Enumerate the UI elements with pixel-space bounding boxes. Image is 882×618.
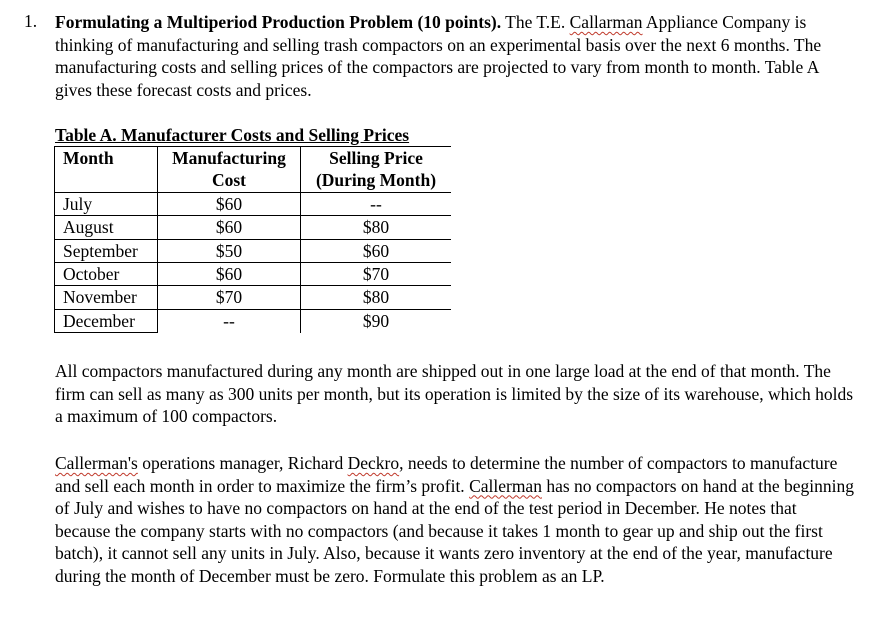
row-price: $80 bbox=[301, 286, 452, 309]
header-cost-line1: Manufacturing bbox=[158, 147, 301, 170]
row-cost: $60 bbox=[158, 263, 301, 286]
row-price: $80 bbox=[301, 216, 452, 239]
row-month: September bbox=[55, 239, 158, 262]
table-caption: Table A. Manufacturer Costs and Selling Prices bbox=[55, 125, 410, 145]
problem-title: Formulating a Multiperiod Production Problem (10 points). bbox=[55, 12, 502, 32]
header-cost-line2: Cost bbox=[158, 169, 301, 192]
problem-number: 1. bbox=[24, 11, 38, 31]
table-header-row bbox=[55, 147, 452, 170]
table-row bbox=[55, 192, 452, 215]
table-row bbox=[55, 286, 452, 309]
row-price: $90 bbox=[362, 311, 390, 332]
company-name: Callarman bbox=[569, 12, 643, 32]
table-row bbox=[55, 263, 452, 286]
manager-paragraph bbox=[55, 452, 855, 588]
header-price-line2: (During Month) bbox=[301, 169, 452, 192]
row-price: $60 bbox=[301, 239, 452, 262]
row-cost: $60 bbox=[158, 216, 301, 239]
para3-text-a: operations manager, Richard bbox=[137, 453, 348, 473]
manager-surname: Deckro bbox=[347, 453, 400, 473]
row-cost: $70 bbox=[158, 286, 301, 309]
row-month: July bbox=[55, 192, 158, 215]
row-price: $70 bbox=[301, 263, 452, 286]
row-month: December bbox=[55, 309, 158, 332]
company-short-name: Callerman bbox=[469, 475, 542, 496]
header-price-line1: Selling Price bbox=[301, 147, 452, 170]
header-month-spacer bbox=[55, 169, 158, 192]
intro-text-b: Appliance Company is thinking of manufacturing and selling trash compactors on an experimental basis over the next 6 months. The manufacturing costs and selling prices of the compactors are projected to vary from month to month. Table A gives these forecast costs and prices. bbox=[55, 12, 822, 100]
row-month: November bbox=[55, 286, 158, 309]
table-row bbox=[55, 309, 452, 332]
cost-price-table bbox=[54, 146, 451, 333]
problem-intro-paragraph bbox=[55, 11, 855, 101]
intro-text-a: The T.E. bbox=[501, 12, 570, 32]
table-header-row-2 bbox=[55, 169, 452, 192]
row-price: -- bbox=[301, 192, 452, 215]
row-cost: -- bbox=[158, 309, 301, 332]
row-month: August bbox=[55, 216, 158, 239]
warehouse-paragraph: All compactors manufactured during any month are shipped out in one large load at the end of that month. The firm can sell as many as 300 units per month, but its operation is limited by the size of its warehouse, which holds a maximum of 100 compactors. bbox=[55, 361, 854, 427]
table-row bbox=[55, 216, 452, 239]
row-cost: $60 bbox=[158, 192, 301, 215]
table-row bbox=[55, 239, 452, 262]
row-cost: $50 bbox=[158, 239, 301, 262]
row-month: October bbox=[55, 263, 158, 286]
possessive-name: Callerman's bbox=[55, 453, 138, 473]
para3-text-b: , needs to determine the number of compactors to manufacture and sell each month in order to maximize the firm’s profit. bbox=[55, 453, 838, 496]
para3-text-c: has no compactors on hand at the beginning of July and wishes to have no compactors on hand at the end of the test period in December. He notes that because the company starts with no compactors (and because it takes 1 month to gear up and ship out the first batch), it cannot sell any units in July. Also, because it wants zero inventory at the end of the year, manufacture during the month of December must be zero. Formulate this problem as an LP. bbox=[55, 475, 854, 586]
header-month: Month bbox=[55, 147, 158, 170]
